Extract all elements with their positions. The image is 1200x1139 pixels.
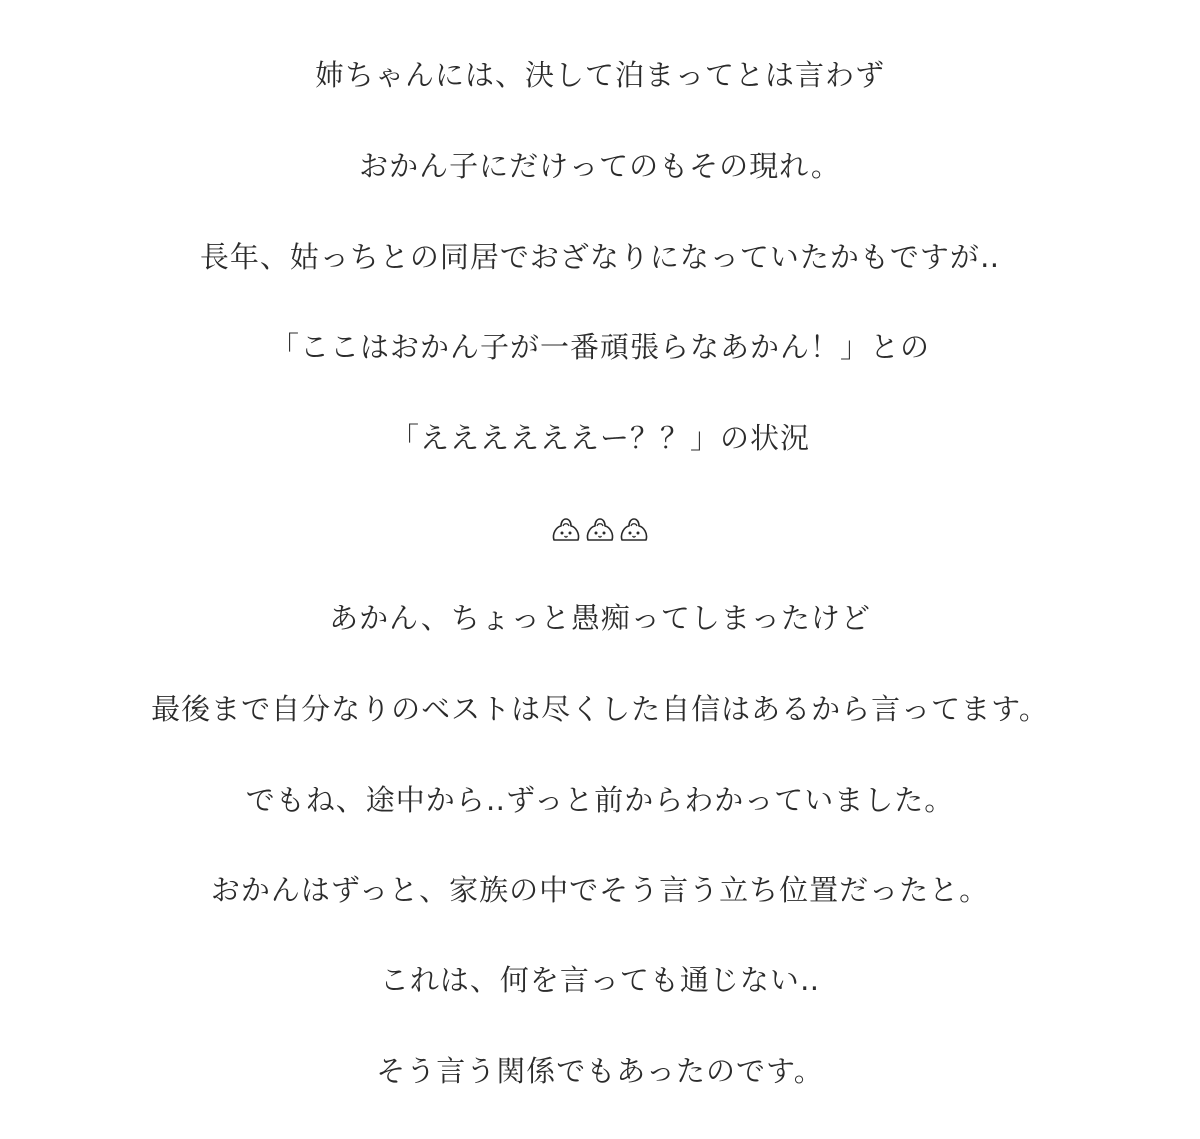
bun-face-icon [550, 514, 582, 546]
text-line: 長年、姑っちとの同居でおざなりになっていたかもですが‥ [199, 240, 1001, 274]
text-line: 「ここはおかん子が一番頑張らなあかん！」との [269, 330, 930, 364]
text-line: そう言う関係でもあったのです。 [376, 1054, 824, 1088]
text-line: これは、何を言っても通じない‥ [379, 963, 821, 997]
text-line: でもね、途中から‥ずっと前からわかっていました。 [245, 783, 955, 817]
bun-face-icon [584, 514, 616, 546]
text-line: あかん、ちょっと愚痴ってしまったけど [329, 601, 871, 635]
emoji-row [0, 510, 1200, 550]
text-line: 「ええええええー？？」の状況 [389, 421, 810, 455]
text-line: おかん子にだけってのもその現れ。 [359, 149, 841, 183]
text-line: 最後まで自分なりのベストは尽くした自信はあるから言ってます。 [151, 692, 1049, 726]
bun-face-icon [618, 514, 650, 546]
text-line: おかんはずっと、家族の中でそう言う立ち位置だったと。 [210, 873, 990, 907]
text-line: 姉ちゃんには、決して泊まってとは言わず [314, 58, 885, 92]
